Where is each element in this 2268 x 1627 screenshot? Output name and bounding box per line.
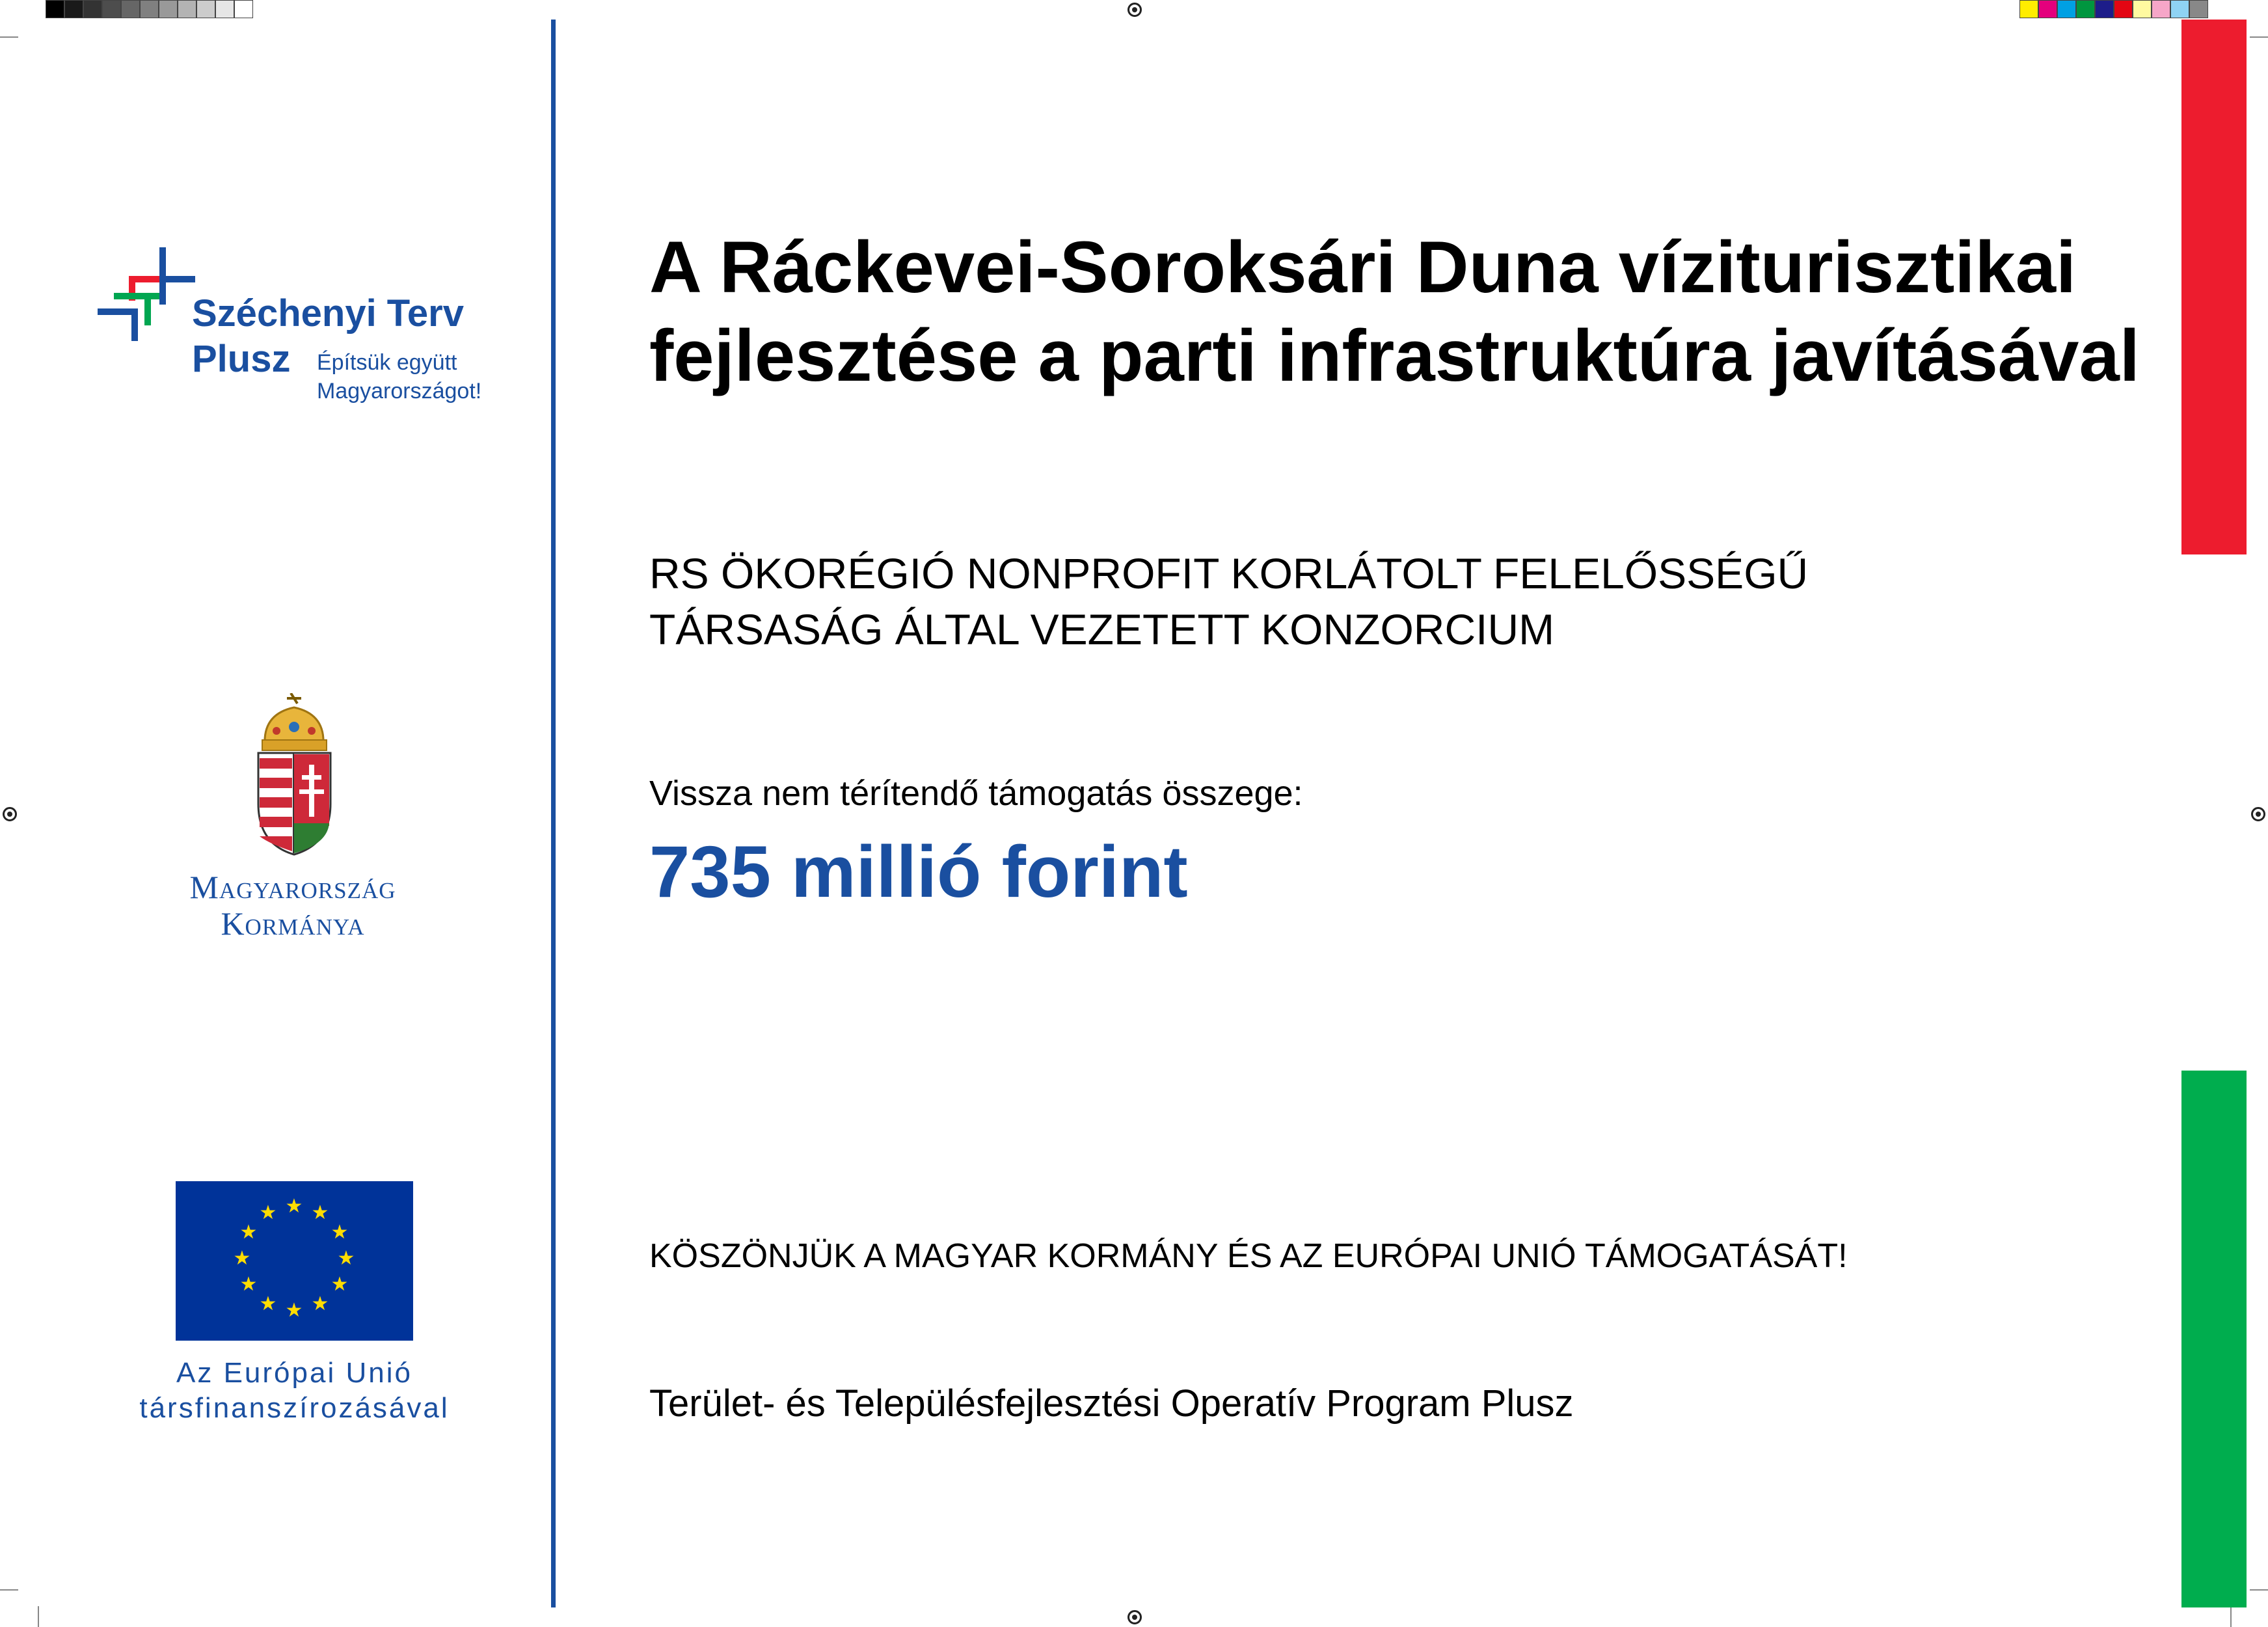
- szechenyi-slogan-line-2: Magyarországot!: [317, 379, 482, 403]
- vertical-divider: [551, 20, 556, 1607]
- svg-text:★: ★: [239, 1221, 258, 1244]
- svg-text:★: ★: [285, 1195, 303, 1218]
- government-logo-text: [117, 869, 468, 942]
- crop-mark: [2230, 1606, 2232, 1627]
- szechenyi-logo-slogan: [317, 348, 481, 405]
- support-amount-value: 735 millió forint: [649, 831, 1188, 912]
- eu-flag-icon: [176, 1181, 413, 1341]
- crop-mark: [0, 1589, 18, 1591]
- government-logo-line-2: Kormánya: [221, 905, 365, 942]
- svg-text:★: ★: [337, 1247, 355, 1270]
- eu-logo-line-2: társfinanszírozásával: [139, 1392, 450, 1424]
- svg-text:★: ★: [311, 1292, 329, 1315]
- crop-mark: [2250, 1589, 2268, 1591]
- eu-stars-icon: [176, 1181, 413, 1341]
- svg-text:★: ★: [311, 1201, 329, 1224]
- beneficiary-line-2: TÁRSASÁG ÁLTAL VEZETETT KONZORCIUM: [649, 605, 1555, 653]
- thanks-text: KÖSZÖNJÜK A MAGYAR KORMÁNY ÉS AZ EURÓPAI UNIÓ TÁMOGATÁSÁT!: [649, 1237, 1848, 1275]
- grayscale-calibration-strip: [46, 0, 253, 20]
- color-calibration-strip: [2019, 0, 2208, 20]
- registration-mark-bottom: [1127, 1610, 1142, 1624]
- szechenyi-logo-title: Széchenyi Terv: [192, 292, 465, 335]
- svg-text:★: ★: [285, 1299, 303, 1322]
- registration-mark-right: [2251, 807, 2265, 821]
- registration-mark-top: [1127, 3, 1142, 17]
- szechenyi-logo-subtitle: Plusz: [192, 338, 291, 380]
- svg-text:★: ★: [259, 1201, 277, 1224]
- crop-mark: [38, 1606, 39, 1627]
- flag-red-bar: [2181, 20, 2247, 554]
- support-amount-label: Vissza nem térítendő támogatás összege:: [649, 774, 1303, 813]
- svg-text:★: ★: [331, 1273, 349, 1296]
- beneficiary-line-1: RS ÖKORÉGIÓ NONPROFIT KORLÁTOLT FELELŐSSÉGŰ: [649, 549, 1809, 597]
- svg-text:★: ★: [233, 1247, 251, 1270]
- government-logo-line-1: Magyarország: [189, 869, 396, 905]
- crop-mark: [2250, 36, 2268, 38]
- flag-green-bar: [2181, 1071, 2247, 1607]
- svg-text:★: ★: [239, 1273, 258, 1296]
- crop-mark: [0, 36, 18, 38]
- beneficiary: [649, 545, 2146, 657]
- project-title: A Ráckevei-Soroksári Duna víziturisztikai fejlesztése a parti infrastruktúra javításával: [649, 226, 2140, 396]
- eu-logo-text: [98, 1356, 491, 1426]
- szechenyi-slogan-line-1: Építsük együtt: [317, 350, 457, 375]
- svg-text:★: ★: [259, 1292, 277, 1315]
- eu-logo-line-1: Az Európai Unió: [176, 1357, 412, 1389]
- hungarian-coat-of-arms-icon: [250, 693, 338, 856]
- svg-text:★: ★: [331, 1221, 349, 1244]
- registration-mark-left: [3, 807, 17, 821]
- szechenyi-cross-icon: [98, 247, 195, 345]
- program-name: Terület- és Településfejlesztési Operatív Program Plusz: [649, 1382, 1574, 1425]
